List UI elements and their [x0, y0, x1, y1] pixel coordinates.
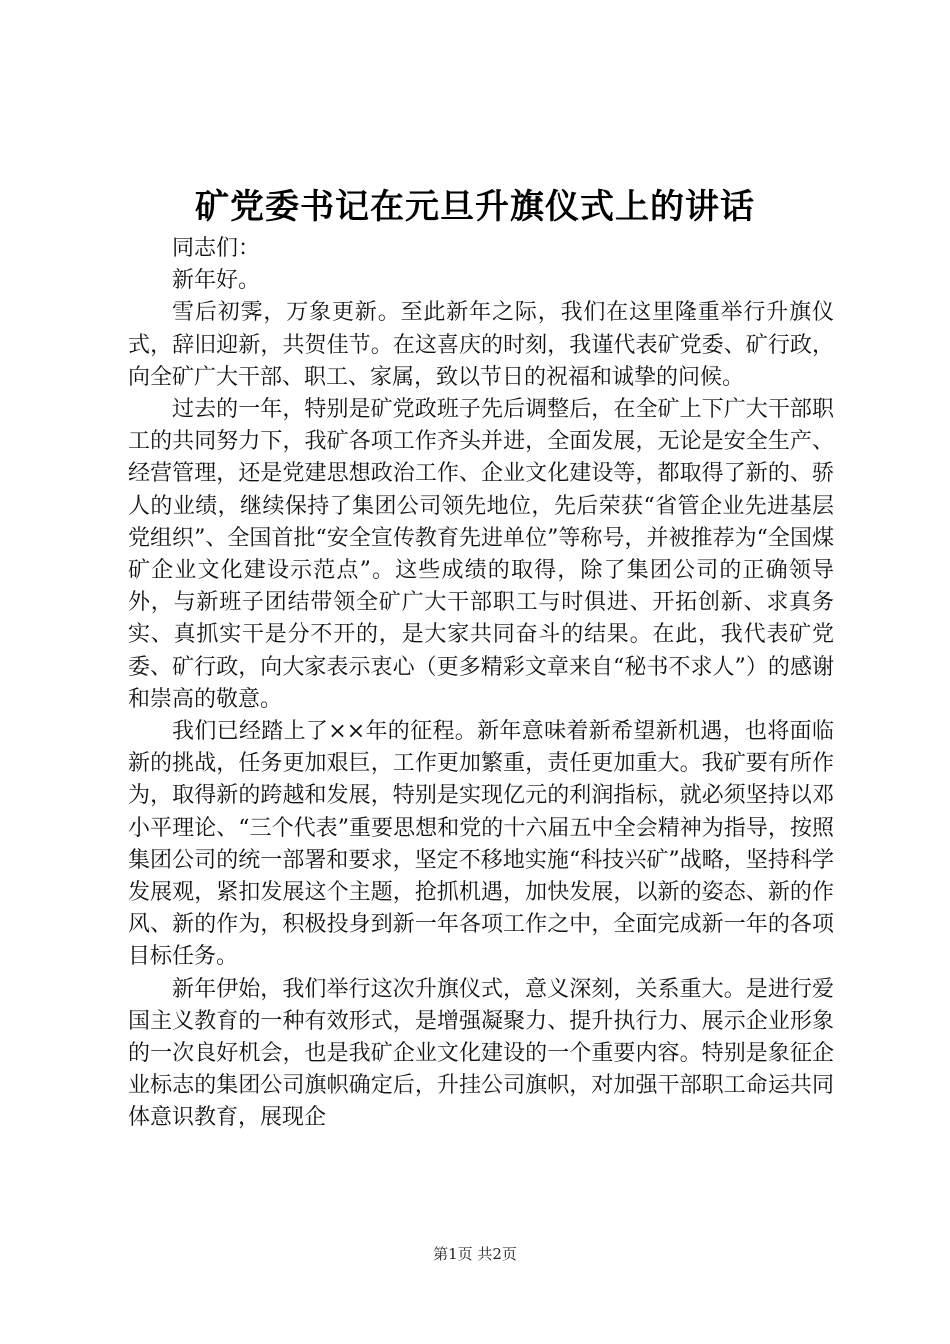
paragraph: 新年伊始，我们举行这次升旗仪式，意义深刻，关系重大。是进行爱国主义教育的一种有效形式，是增强凝聚力、提升执行力、展示企业形象的一次良好机会，也是我矿企业文化建设的一个重要内容。特别是象征企业标志的集团公司旗帜确定后，升挂公司旗帜，对加强干部职工命运共同体意识教育，展现企	[128, 976, 834, 1131]
document-body	[128, 233, 834, 1135]
paragraph: 过去的一年，特别是矿党政班子先后调整后，在全矿上下广大干部职工的共同努力下，我矿各项工作齐头并进，全面发展，无论是安全生产、经营管理，还是党建思想政治工作、企业文化建设等，都取得了新的、骄人的业绩，继续保持了集团公司领先地位，先后荣获“省管企业先进基层党组织”、全国首批“安全宣传教育先进单位”等称号，并被推荐为“全国煤矿企业文化建设示范点”。这些成绩的取得，除了集团公司的正确领导外，与新班子团结带领全矿广大干部职工与时俱进、开拓创新、求真务实、真抓实干是分不开的，是大家共同奋斗的结果。在此，我代表矿党委、矿行政，向大家表示衷心（更多精彩文章来自“秘书不求人”）的感谢和崇高的敬意。	[128, 397, 834, 712]
paragraph: 我们已经踏上了××年的征程。新年意味着新希望新机遇，也将面临新的挑战，任务更加艰巨，工作更加繁重，责任更加重大。我矿要有所作为，取得新的跨越和发展，特别是实现亿元的利润指标，就必须坚持以邓小平理论、“三个代表”重要思想和党的十六届五中全会精神为指导，按照集团公司的统一部署和要求，坚定不移地实施“科技兴矿”战略，坚持科学发展观，紧扣发展这个主题，抢抓机遇，加快发展，以新的姿态、新的作风、新的作为，积极投身到新一年各项工作之中，全面完成新一年的各项目标任务。	[128, 719, 834, 970]
salutation: 同志们：	[172, 236, 261, 261]
paragraph: 雪后初霁，万象更新。至此新年之际，我们在这里隆重举行升旗仪式，辞旧迎新，共贺佳节。在这喜庆的时刻，我谨代表矿党委、矿行政，向全矿广大干部、职工、家属，致以节日的祝福和诚挚的问候。	[128, 300, 834, 390]
page-number-footer: 第1页 共2页	[433, 1245, 517, 1263]
document-title: 矿党委书记在元旦升旗仪式上的讲话	[195, 187, 755, 227]
greeting: 新年好。	[172, 268, 261, 294]
